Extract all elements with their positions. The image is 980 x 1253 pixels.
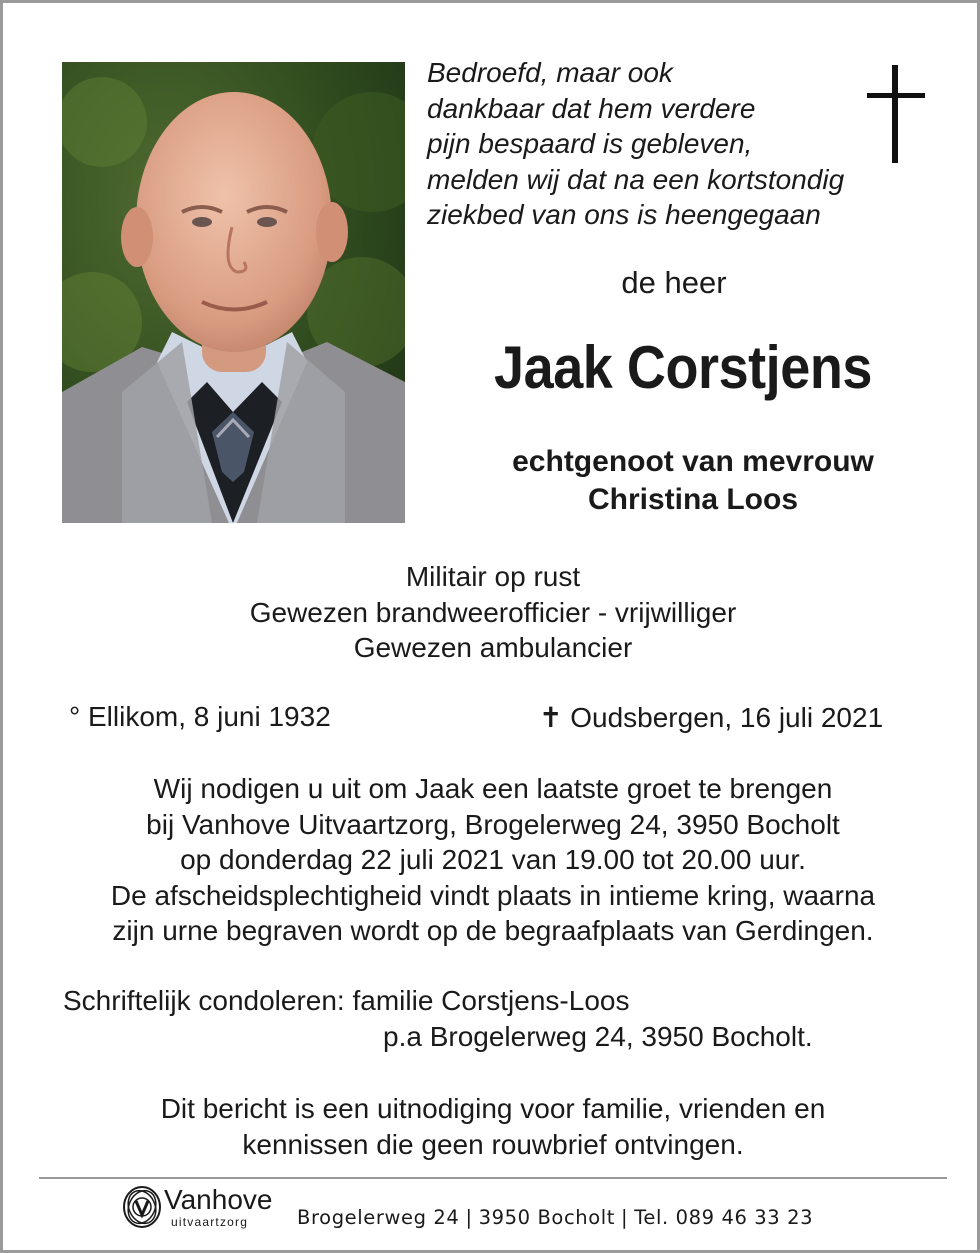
footer-separator: | (621, 1206, 629, 1229)
logo-brand-name: Vanhove (164, 1184, 273, 1215)
footer-contact (297, 1206, 813, 1229)
footer-street: Brogelerweg 24 (297, 1206, 460, 1229)
intro-line: ziekbed van ons is heengegaan (427, 199, 821, 230)
invitation-line: op donderdag 22 juli 2021 van 19.00 tot 20.00 uur. (180, 844, 806, 875)
note-line: Dit bericht is een uitnodiging voor familie, vrienden en (160, 1093, 826, 1124)
roles-list (3, 559, 980, 666)
portrait-photo (62, 62, 405, 523)
invitation-line: zijn urne begraven wordt op de begraafplaats van Gerdingen. (112, 915, 874, 946)
intro-text (427, 55, 907, 233)
intro-line: melden wij dat na een kortstondig (427, 163, 845, 195)
intro-line: Bedroefd, maar ook (427, 57, 673, 88)
birth-info: ° Ellikom, 8 juni 1932 (69, 701, 331, 732)
footer-separator: | (465, 1206, 473, 1229)
condolence-line-1: Schriftelijk condoleren: familie Corstjens-Loos (63, 985, 630, 1016)
footer-city: 3950 Bocholt (478, 1206, 616, 1229)
invitation-note (3, 1091, 980, 1162)
spouse-line-2: Christina Loos (587, 483, 798, 516)
vanhove-logo-icon (121, 1184, 163, 1230)
role-item: Gewezen brandweerofficier - vrijwilliger (249, 596, 737, 628)
portrait-illustration (62, 62, 405, 523)
spouse-line-1: echtgenoot van mevrouw (512, 445, 874, 478)
invitation-line: Wij nodigen u uit om Jaak een laatste groet te brengen (153, 773, 833, 804)
deceased-name: Jaak Corstjens (494, 334, 872, 401)
death-info: ✝ Oudsbergen, 16 juli 2021 (539, 702, 884, 733)
condolence-line-2: p.a Brogelerweg 24, 3950 Bocholt. (383, 1021, 813, 1052)
intro-line: pijn bespaard is gebleven, (427, 128, 753, 159)
funeral-home-logo (121, 1184, 301, 1234)
footer-divider (39, 1177, 947, 1179)
invitation-line: De afscheidsplechtigheid vindt plaats in intieme kring, waarna (110, 879, 876, 911)
invitation-text (3, 771, 980, 949)
spouse-info (413, 443, 973, 519)
intro-line: dankbaar dat hem verdere (427, 92, 756, 124)
salutation: de heer (621, 265, 727, 300)
note-line: kennissen die geen rouwbrief ontvingen. (242, 1128, 744, 1160)
footer-phone: Tel. 089 46 33 23 (634, 1206, 814, 1229)
role-item: Gewezen ambulancier (353, 632, 633, 663)
invitation-line: bij Vanhove Uitvaartzorg, Brogelerweg 24, 3950 Bocholt (146, 808, 840, 840)
logo-brand-sub: uitvaartzorg (171, 1215, 249, 1229)
role-item: Militair op rust (405, 561, 581, 592)
